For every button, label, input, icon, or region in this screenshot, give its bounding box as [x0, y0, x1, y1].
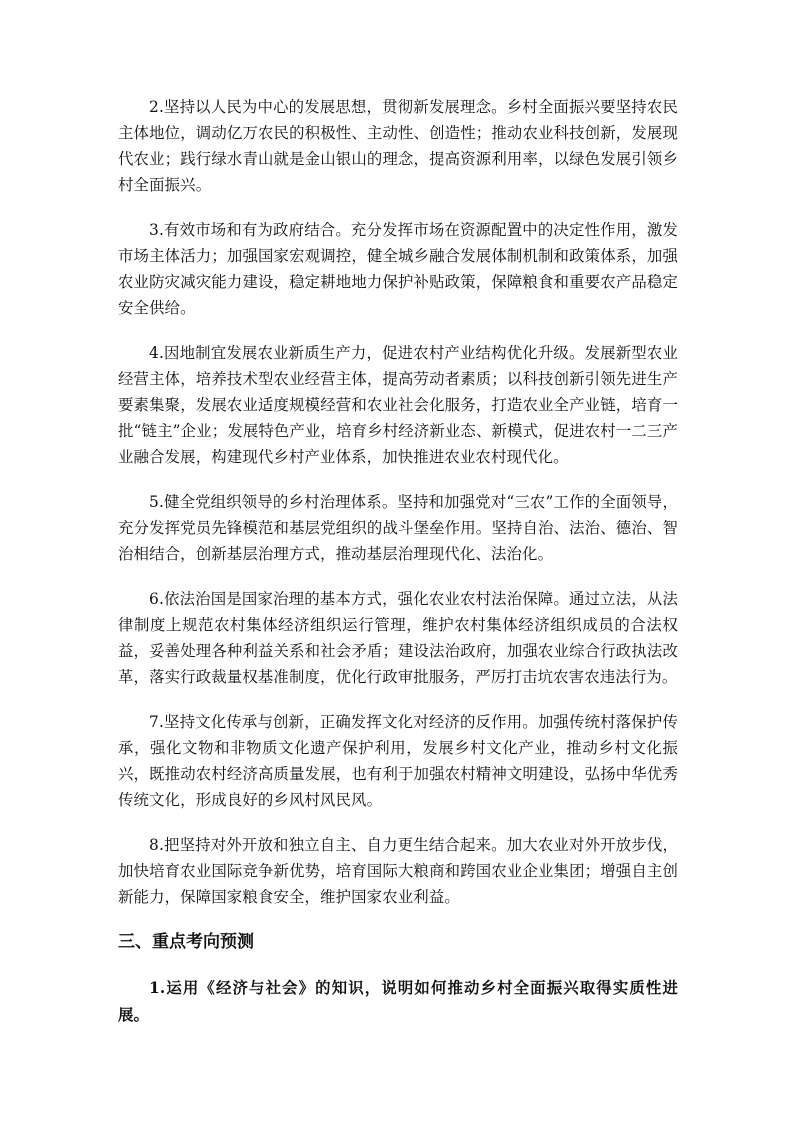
paragraph-5: 5.健全党组织领导的乡村治理体系。坚持和加强党对“三农”工作的全面领导，充分发挥党员先锋模范和基层党组织的战斗堡垒作用。坚持自治、法治、德治、智治相结合，创新基层治理方式，推动基层治理现代化、法治化。	[118, 493, 678, 563]
paragraph-6: 6.依法治国是国家治理的基本方式，强化农业农村法治保障。通过立法，从法律制度上规范农村集体经济组织运行管理，维护农村集体经济组织成员的合法权益，妥善处理各种利益关系和社会矛盾；建设法治政府，加强农业综合行政执法改革，落实行政裁量权基准制度，优化行政审批服务，严厉打击坑农害农违法行为。	[118, 590, 678, 686]
paragraph-2: 2.坚持以人民为中心的发展思想，贯彻新发展理念。乡村全面振兴要坚持农民主体地位，调动亿万农民的积极性、主动性、创造性；推动农业科技创新，发展现代农业；践行绿水青山就是金山银山的理念，提高资源利用率，以绿色发展引领乡村全面振兴。	[118, 98, 678, 194]
paragraph-7: 7.坚持文化传承与创新，正确发挥文化对经济的反作用。加强传统村落保护传承，强化文物和非物质文化遗产保护利用，发展乡村文化产业，推动乡村文化振兴，既推动农村经济高质量发展，也有利于加强农村精神文明建设，弘扬中华优秀传统文化，形成良好的乡风村风民风。	[118, 713, 678, 809]
section-heading: 三、重点考向预测	[118, 932, 254, 952]
paragraph-8: 8.把坚持对外开放和独立自主、自力更生结合起来。加大农业对外开放步伐，加快培育农业国际竞争新优势，培育国际大粮商和跨国农业企业集团；增强自主创新能力，保障国家粮食安全，维护国家农业利益。	[118, 836, 678, 906]
question-1: 1.运用《经济与社会》的知识，说明如何推动乡村全面振兴取得实质性进展。	[118, 979, 678, 1024]
document-page	[118, 94, 678, 1029]
paragraph-4: 4.因地制宜发展农业新质生产力，促进农村产业结构优化升级。发展新型农业经营主体，培养技术型农业经营主体，提高劳动者素质；以科技创新引领先进生产要素集聚，发展农业适度规模经营和农业社会化服务，打造农业全产业链，培育一批“链主”企业；发展特色产业，培育乡村经济新业态、新模式，促进农村一二三产业融合发展，构建现代乡村产业体系，加快推进农业农村现代化。	[118, 344, 678, 466]
paragraph-3: 3.有效市场和有为政府结合。充分发挥市场在资源配置中的决定性作用，激发市场主体活力；加强国家宏观调控，健全城乡融合发展体制机制和政策体系，加强农业防灾减灾能力建设，稳定耕地地力保护补贴政策，保障粮食和重要农产品稳定安全供给。	[118, 221, 678, 317]
